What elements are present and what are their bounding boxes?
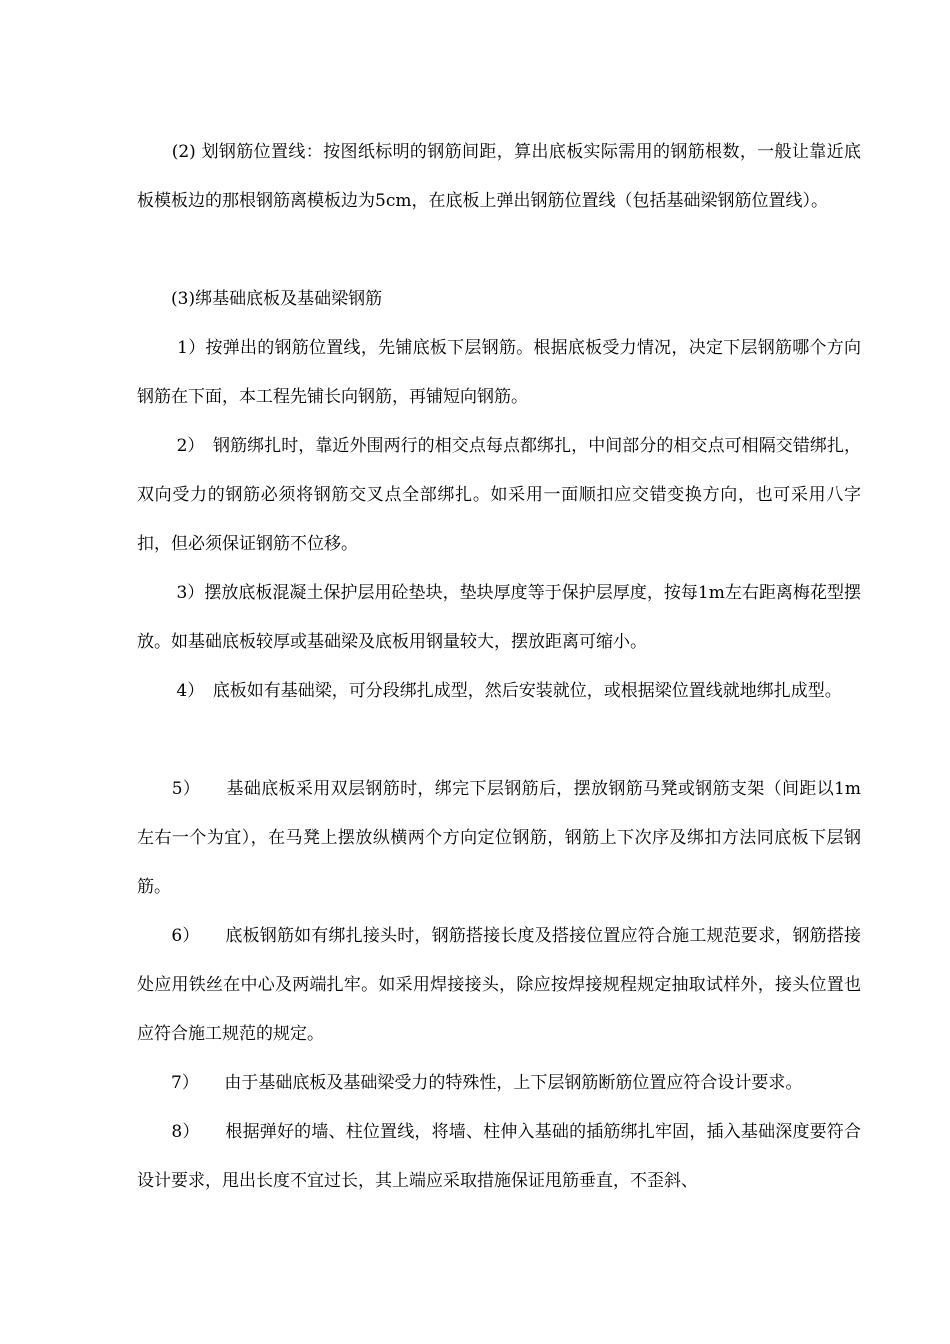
paragraph-step-3: 3）摆放底板混凝土保护层用砼垫块，垫块厚度等于保护层厚度，按每1m左右距离梅花型摆放。如基础底板较厚或基础梁及底板用钢量较大，摆放距离可缩小。 [137,583,861,652]
paragraph-3-bind-rebar-heading: (3)绑基础底板及基础梁钢筋 [137,289,383,309]
paragraph-step-5: 5） 基础底板采用双层钢筋时，绑完下层钢筋后，摆放钢筋马凳或钢筋支架（间距以1m左右一个为宜），在马凳上摆放纵横两个方向定位钢筋，钢筋上下次序及绑扣方法同底板下层钢筋。 [137,779,861,897]
paragraph-step-8: 8） 根据弹好的墙、柱位置线，将墙、柱伸入基础的插筋绑扎牢固，插入基础深度要符合设计要求，甩出长度不宜过长，其上端应采取措施保证甩筋垂直，不歪斜、 [137,1122,861,1191]
paragraph-step-4: 4） 底板如有基础梁，可分段绑扎成型，然后安装就位，或根据梁位置线就地绑扎成型。 [137,681,842,701]
paragraph-step-2: 2） 钢筋绑扎时，靠近外围两行的相交点每点都绑扎，中间部分的相交点可相隔交错绑扎，双向受力的钢筋必须将钢筋交叉点全部绑扎。如采用一面顺扣应交错变换方向，也可采用八字扣，但必须保证钢筋不位移。 [137,436,861,554]
paragraph-step-7: 7） 由于基础底板及基础梁受力的特殊性，上下层钢筋断筋位置应符合设计要求。 [137,1073,803,1093]
paragraph-step-1: 1）按弹出的钢筋位置线，先铺底板下层钢筋。根据底板受力情况，决定下层钢筋哪个方向钢筋在下面，本工程先铺长向钢筋，再铺短向钢筋。 [137,338,861,407]
paragraph-step-6: 6） 底板钢筋如有绑扎接头时，钢筋搭接长度及搭接位置应符合施工规范要求，钢筋搭接处应用铁丝在中心及两端扎牢。如采用焊接接头，除应按焊接规程规定抽取试样外，接头位置也应符合施工规范的规定。 [137,926,861,1044]
paragraph-2-mark-rebar-lines: (2) 划钢筋位置线：按图纸标明的钢筋间距，算出底板实际需用的钢筋根数，一般让靠近底板模板边的那根钢筋离模板边为5cm，在底板上弹出钢筋位置线（包括基础梁钢筋位置线）。 [137,142,861,211]
